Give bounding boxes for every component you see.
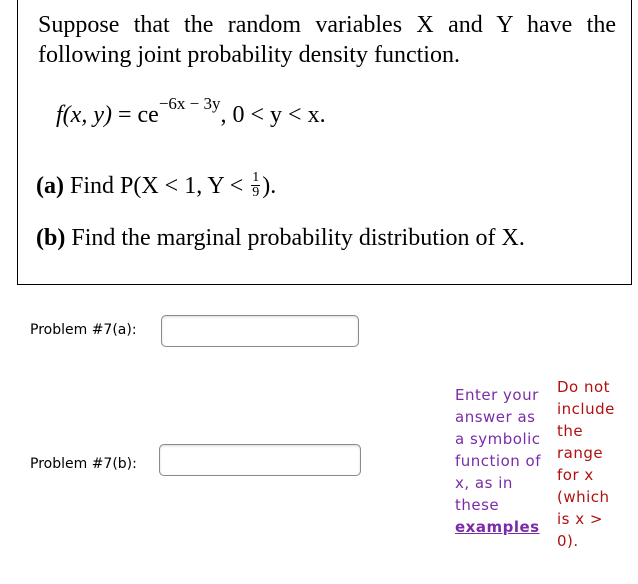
answer-a-label: Problem #7(a):: [30, 322, 137, 338]
answer-a-input[interactable]: [161, 315, 359, 347]
part-a-label: (a): [36, 173, 64, 200]
part-b-label: (b): [36, 225, 66, 251]
part-b-text: Find the marginal probability distribution of X.: [65, 225, 525, 251]
formula-equals: = ce: [111, 102, 159, 128]
examples-link[interactable]: examples: [455, 518, 540, 536]
fraction-denominator: 9: [252, 185, 260, 200]
problem-intro: [38, 10, 616, 70]
part-a-text: Find P(X < 1, Y <: [63, 173, 250, 200]
formula-condition: , 0 < y < x.: [220, 102, 326, 128]
answer-format-hint: [455, 384, 547, 538]
part-a-text-end: ).: [262, 173, 277, 200]
range-note: Do not include the range for x (which is x > 0).: [557, 378, 615, 550]
fraction-one-ninth: [251, 171, 260, 200]
fraction-numerator: 1: [252, 170, 260, 185]
hint-text: Enter your answer as a symbolic function of x, as in these: [455, 386, 542, 514]
part-a-question: [36, 170, 277, 202]
intro-line-2: following joint probability density function.: [38, 42, 460, 68]
part-b-question: [36, 225, 525, 252]
problem-statement-box: [17, 0, 632, 285]
answer-b-label: Problem #7(b):: [30, 456, 137, 472]
formula-lhs: f(x, y): [56, 102, 112, 128]
intro-line-1: Suppose that the random variables X and Y have the: [38, 12, 616, 38]
formula-exponent: −6x − 3y: [158, 94, 221, 113]
joint-density-formula: [56, 94, 326, 129]
answer-b-input[interactable]: [159, 444, 361, 476]
